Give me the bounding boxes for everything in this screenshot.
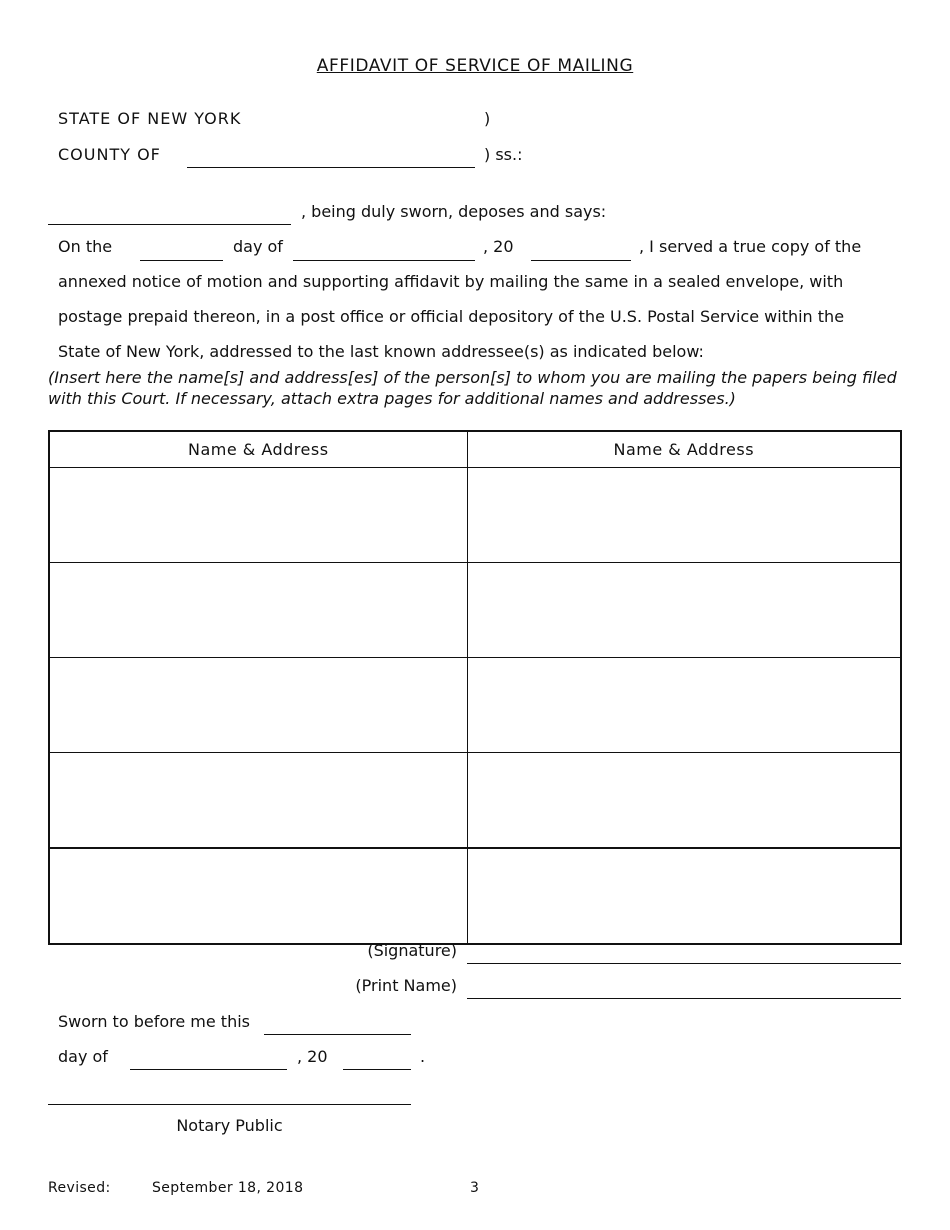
deponent-name-field[interactable] <box>48 224 291 225</box>
print-name-field[interactable] <box>467 998 901 999</box>
address-cell[interactable] <box>49 848 467 944</box>
sworn-month-field[interactable] <box>130 1069 287 1070</box>
service-year-field[interactable] <box>531 260 631 261</box>
table-row <box>49 468 901 563</box>
venue-ss: ) ss.: <box>484 145 523 164</box>
revised-date: September 18, 2018 <box>152 1180 304 1196</box>
service-day-field[interactable] <box>140 260 223 261</box>
notary-label: Notary Public <box>176 1116 283 1135</box>
deponent-text: , being duly sworn, deposes and says: <box>301 202 607 221</box>
county-field[interactable] <box>187 167 475 168</box>
table-header-right: Name & Address <box>467 431 901 468</box>
jurat-period: . <box>420 1047 426 1066</box>
venue-state: STATE OF NEW YORK <box>58 109 242 128</box>
page-number: 3 <box>470 1180 480 1196</box>
table-row <box>49 563 901 658</box>
revised-label: Revised: <box>48 1180 111 1196</box>
body-line-4: State of New York, addressed to the last known addressee(s) as indicated below: <box>58 342 704 361</box>
year-prefix: , 20 <box>483 237 514 256</box>
address-cell[interactable] <box>49 468 467 563</box>
served-text: , I served a true copy of the <box>639 237 862 256</box>
address-cell[interactable] <box>467 753 901 849</box>
print-name-label: (Print Name) <box>355 976 457 995</box>
on-the-label: On the <box>58 237 113 256</box>
venue-county-label: COUNTY OF <box>58 145 161 164</box>
address-cell[interactable] <box>467 563 901 658</box>
address-cell[interactable] <box>467 658 901 753</box>
table-row <box>49 658 901 753</box>
table-header-row <box>49 431 901 468</box>
address-cell[interactable] <box>49 753 467 849</box>
table-row <box>49 753 901 849</box>
signature-field[interactable] <box>467 963 901 964</box>
address-cell[interactable] <box>49 658 467 753</box>
venue-paren: ) <box>484 109 491 128</box>
table-header-left: Name & Address <box>49 431 467 468</box>
address-table <box>48 430 902 945</box>
jurat-day-of-label: day of <box>58 1047 108 1066</box>
service-month-field[interactable] <box>293 260 475 261</box>
address-cell[interactable] <box>467 468 901 563</box>
sworn-day-field[interactable] <box>264 1034 411 1035</box>
notary-signature-field[interactable] <box>48 1104 411 1105</box>
sworn-label: Sworn to before me this <box>58 1012 250 1031</box>
signature-label: (Signature) <box>367 941 457 960</box>
page-title: AFFIDAVIT OF SERVICE OF MAILING <box>316 56 634 76</box>
table-row <box>49 848 901 944</box>
instruction-text: (Insert here the name[s] and address[es] of the person[s] to whom you are mailing the papers being filed with this Court. If necessary, attach extra pages for additional names and addresses.) <box>48 368 897 408</box>
day-of-label: day of <box>233 237 283 256</box>
address-cell[interactable] <box>467 848 901 944</box>
jurat-year-prefix: , 20 <box>297 1047 328 1066</box>
address-cell[interactable] <box>49 563 467 658</box>
body-line-3: postage prepaid thereon, in a post office or official depository of the U.S. Postal Service within the <box>58 307 845 326</box>
body-line-2: annexed notice of motion and supporting affidavit by mailing the same in a sealed envelope, with <box>58 272 844 291</box>
sworn-year-field[interactable] <box>343 1069 411 1070</box>
